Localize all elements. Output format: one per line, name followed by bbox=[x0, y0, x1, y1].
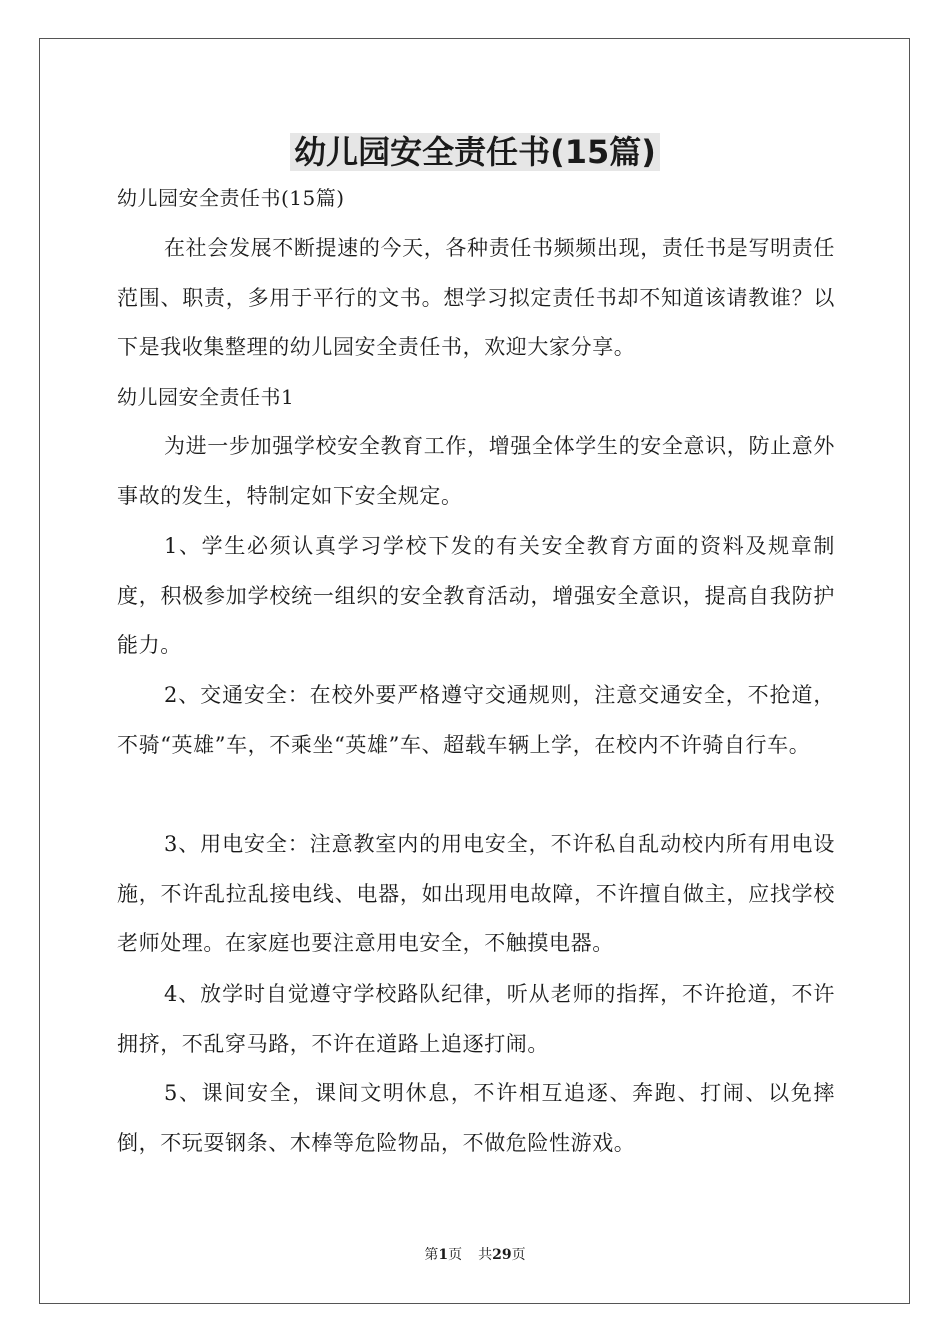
body-paragraph: 1、学生必须认真学习学校下发的有关安全教育方面的资料及规章制度，积极参加学校统一组织的安全教育活动，增强安全意识，提高自我防护能力。 bbox=[117, 534, 835, 657]
document-title bbox=[0, 124, 950, 180]
body-paragraph: 为进一步加强学校安全教育工作，增强全体学生的安全意识，防止意外事故的发生，特制定如下安全规定。 bbox=[117, 434, 835, 508]
body-paragraph: 3、用电安全：注意教室内的用电安全，不许私自乱动校内所有用电设施，不许乱拉乱接电线、电器，如出现用电故障，不许擅自做主，应找学校老师处理。在家庭也要注意用电安全，不触摸电器。 bbox=[117, 832, 835, 955]
intro-paragraph: 在社会发展不断提速的今天，各种责任书频频出现，责任书是写明责任范围、职责，多用于平行的文书。想学习拟定责任书却不知道该请教谁？以下是我收集整理的幼儿园安全责任书，欢迎大家分享。 bbox=[117, 236, 835, 359]
page-suffix: 页 bbox=[448, 1247, 463, 1263]
body-paragraph: 4、放学时自觉遵守学校路队纪律，听从老师的指挥，不许抢道，不许拥挤，不乱穿马路，不许在道路上追逐打闹。 bbox=[117, 982, 835, 1056]
total-prefix: 共 bbox=[478, 1247, 493, 1263]
total-suffix: 页 bbox=[511, 1247, 526, 1263]
page-prefix: 第 bbox=[424, 1247, 439, 1263]
document-subtitle: 幼儿园安全责任书(15篇) bbox=[117, 186, 345, 210]
page-number: 1 bbox=[438, 1247, 449, 1263]
body-paragraph: 5、课间安全，课间文明休息，不许相互追逐、奔跑、打闹、以免摔倒，不玩耍钢条、木棒等危险物品，不做危险性游戏。 bbox=[117, 1081, 835, 1155]
section-heading: 幼儿园安全责任书1 bbox=[117, 385, 295, 409]
page-footer bbox=[0, 1246, 950, 1264]
total-pages: 29 bbox=[492, 1247, 512, 1263]
body-paragraph: 2、交通安全：在校外要严格遵守交通规则，注意交通安全，不抢道，不骑“英雄”车，不乘坐“英雄”车、超载车辆上学，在校内不许骑自行车。 bbox=[117, 683, 835, 757]
document-title-text: 幼儿园安全责任书(15篇) bbox=[290, 133, 660, 171]
